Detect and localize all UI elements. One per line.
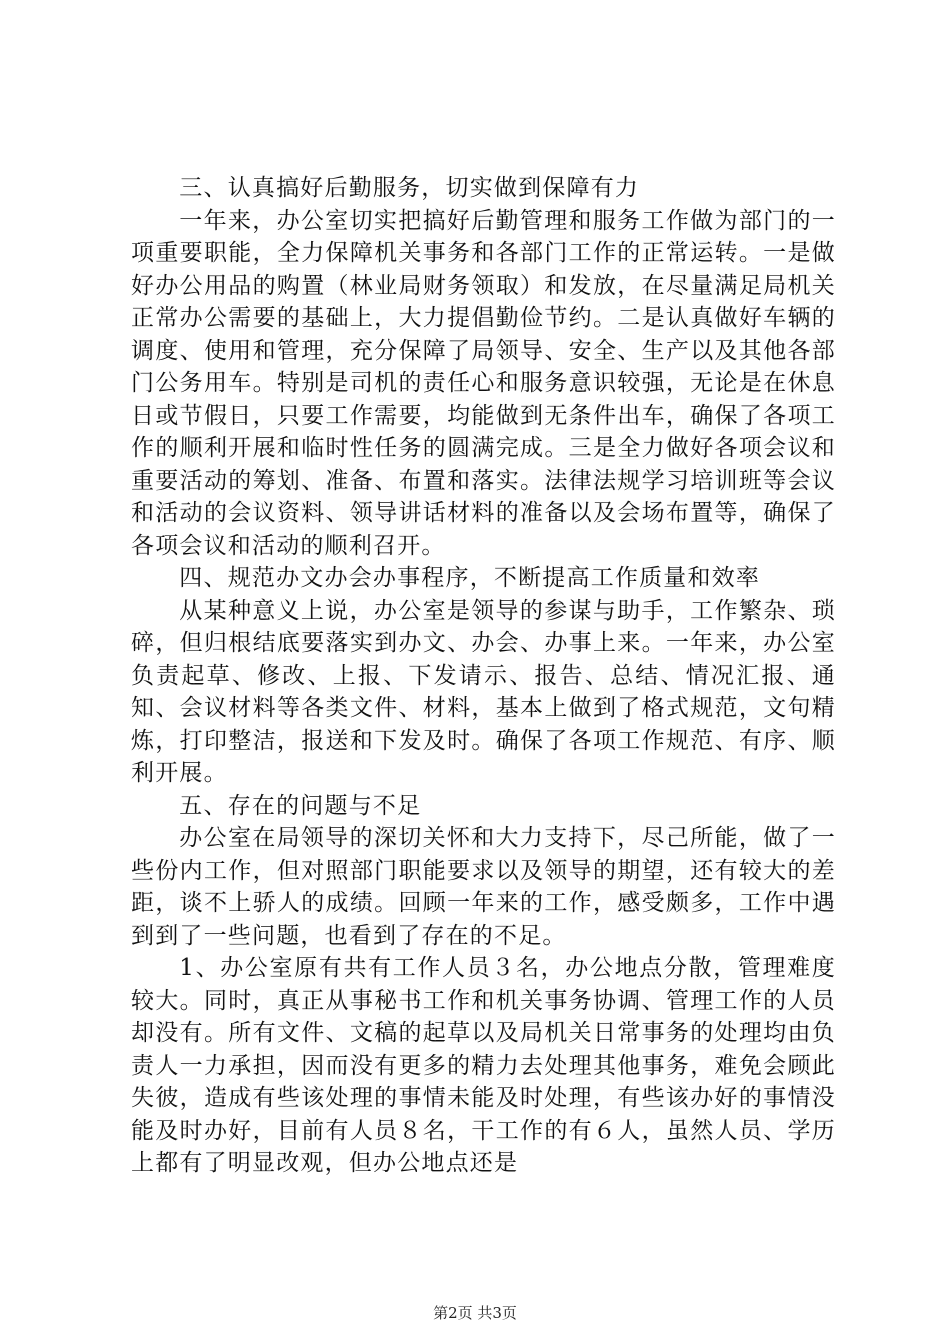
paragraph-procedures: 从某种意义上说，办公室是领导的参谋与助手，工作繁杂、琐碎，但归根结底要落实到办文、办会、办事上来。一年来，办公室负责起草、修改、上报、下发请示、报告、总结、情况汇报、通知、会议材料等各类文件、材料，基本上做到了格式规范，文句精炼，打印整洁，报送和下发及时。确保了各项工作规范、有序、顺利开展。 — [131, 597, 836, 786]
paragraph-problems-intro: 办公室在局领导的深切关怀和大力支持下，尽己所能，做了一些份内工作，但对照部门职能要求以及领导的期望，还有较大的差距，谈不上骄人的成绩。回顾一年来的工作，感受颇多，工作中遇到到了一些问题，也看到了存在的不足。 — [131, 825, 836, 949]
section-heading-procedures: 四、规范办文办会办事程序，不断提高工作质量和效率 — [179, 565, 761, 591]
page-footer: 第2页 共3页 — [433, 1304, 517, 1322]
paragraph-problem-1: 1、办公室原有共有工作人员３名，办公地点分散，管理难度较大。同时，真正从事秘书工作和机关事务协调、管理工作的人员却没有。所有文件、文稿的起草以及局机关日常事务的处理均由负责人一力承担，因而没有更多的精力去处理其他事务，难免会顾此失彼，造成有些该处理的事情未能及时处理，有些该办好的事情没能及时办好，目前有人员８名，干工作的有６人，虽然人员、学历上都有了明显改观，但办公地点还是 — [131, 955, 836, 1176]
section-heading-problems: 五、存在的问题与不足 — [179, 792, 422, 819]
section-heading-logistics: 三、认真搞好后勤服务，切实做到保障有力 — [179, 175, 640, 201]
paragraph-logistics: 一年来，办公室切实把搞好后勤管理和服务工作做为部门的一项重要职能，全力保障机关事务和各部门工作的正常运转。一是做好办公用品的购置（林业局财务领取）和发放，在尽量满足局机关正常办公需要的基础上，大力提倡勤俭节约。二是认真做好车辆的调度、使用和管理，充分保障了局领导、安全、生产以及其他各部门公务用车。特别是司机的责任心和服务意识较强，无论是在休息日或节假日，只要工作需要，均能做到无条件出车，确保了各项工作的顺利开展和临时性任务的圆满完成。三是全力做好各项会议和重要活动的筹划、准备、布置和落实。法律法规学习培训班等会议和活动的会议资料、领导讲话材料的准备以及会场布置等，确保了各项会议和活动的顺利召开。 — [131, 207, 836, 559]
document-body — [131, 172, 836, 1180]
